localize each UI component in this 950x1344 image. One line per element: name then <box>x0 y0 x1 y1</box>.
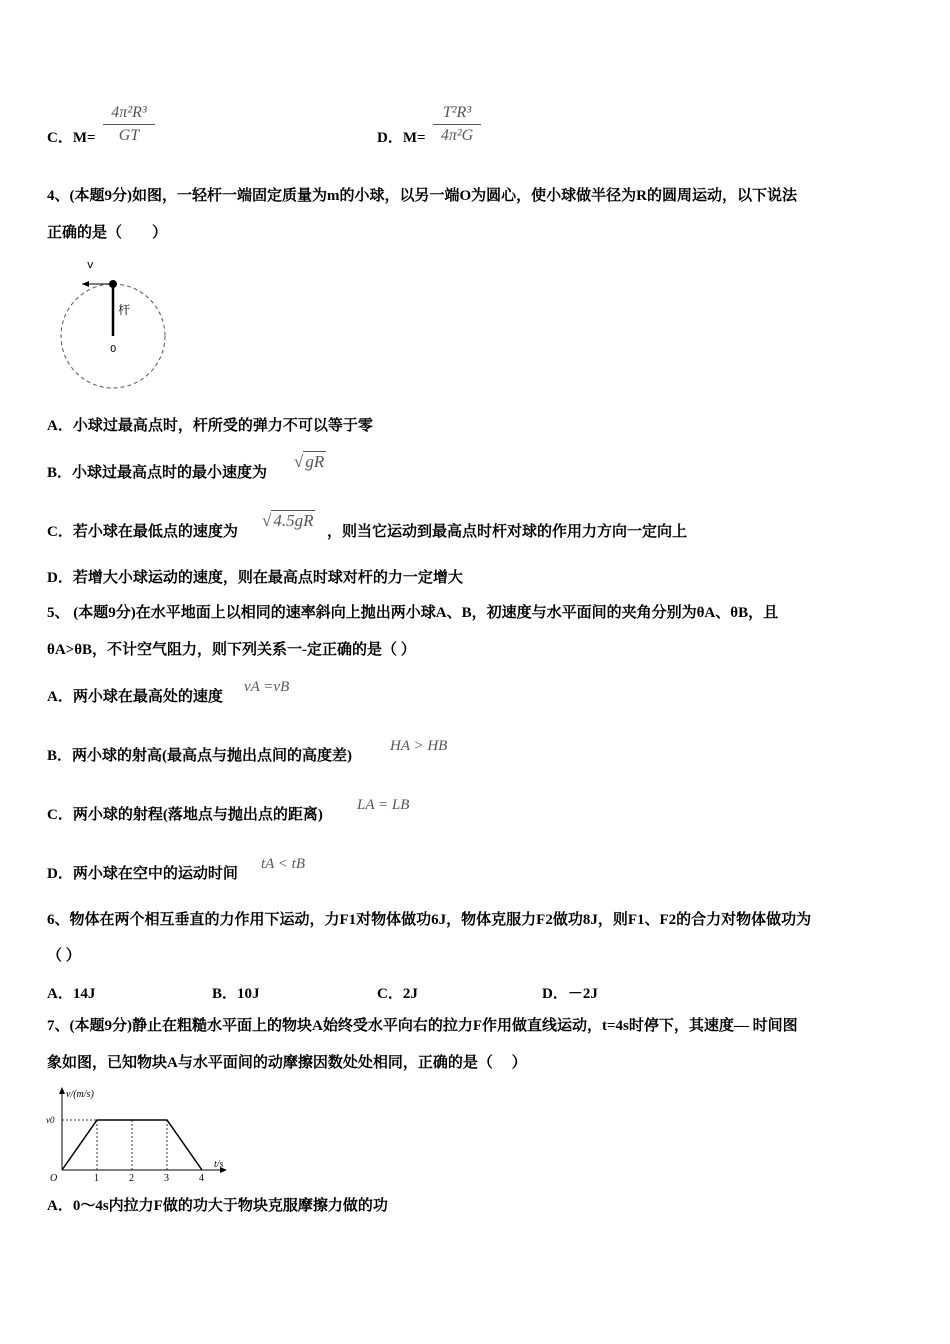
q4-option-b: B．小球过最高点时的最小速度为 <box>47 465 268 481</box>
q4-stem-line2: 正确的是（ ） <box>47 225 168 241</box>
q4-option-b-math: √ gR <box>294 452 325 471</box>
guide-lines <box>62 1120 167 1170</box>
velocity-arrowhead <box>82 281 89 287</box>
q4-option-c-radicand: 4.5gR <box>273 511 314 530</box>
q3-option-d-numerator: T²R³ <box>433 104 481 125</box>
q4-option-c-math: √ 4.5gR <box>262 511 314 530</box>
q4-option-c-post: ，则当它运动到最高点时杆对球的作用力方向一定向上 <box>327 524 688 540</box>
y-axis-arrowhead <box>59 1087 65 1094</box>
origin-label: O <box>50 1173 58 1184</box>
q6-stem-line1: 6、物体在两个相互垂直的力作用下运动，力F1对物体做功6J，物体克服力F2做功8J，则F1、F2的合力对物体做功为 <box>47 912 812 928</box>
q7-vt-chart <box>44 1084 244 1188</box>
x-tick-label: 3 <box>164 1173 169 1184</box>
q4-option-c-pre: C．若小球在最低点的速度为 <box>47 524 238 540</box>
q6-stem-line2: （ ） <box>47 948 81 964</box>
q5-option-b-math: HA > HB <box>390 738 448 754</box>
x-axis-label: t/s <box>214 1159 224 1170</box>
rod-label: 杆 <box>118 303 131 317</box>
q3-option-c-denominator: GT <box>118 127 140 144</box>
q5-option-a: A．两小球在最高处的速度 <box>47 689 223 705</box>
q5-option-b: B．两小球的射高(最高点与抛出点间的高度差) <box>47 748 352 764</box>
velocity-label: v <box>87 258 94 271</box>
q5-option-c-math: LA = LB <box>357 797 410 813</box>
q4-stem-line1: 4、(本题9分)如图，一轻杆一端固定质量为m的小球，以另一端O为圆心，使小球做半径为R的圆周运动，以下说法 <box>47 188 797 204</box>
q5-option-a-math: vA =vB <box>244 679 290 695</box>
q4-circle-figure <box>58 256 173 396</box>
q6-option-b: B．10J <box>212 986 260 1002</box>
x-tick-label: 1 <box>94 1173 99 1184</box>
q3-option-d-fraction <box>433 104 481 145</box>
y-axis-label: v/(m/s) <box>66 1089 94 1100</box>
q5-option-d-math: tA < tB <box>261 856 306 872</box>
q4-option-d: D．若增大小球运动的速度，则在最高点时球对杆的力一定增大 <box>47 570 463 586</box>
q5-option-c: C．两小球的射程(落地点与抛出点的距离) <box>47 807 323 823</box>
q3-option-d-denominator: 4π²G <box>440 127 474 144</box>
q7-option-a: A．0～4s内拉力F做的功大于物块克服摩擦力做的功 <box>47 1198 388 1214</box>
q5-stem-line1: 5、 (本题9分)在水平地面上以相同的速率斜向上抛出两小球A、B，初速度与水平面间的夹角分别为θA、θB，且 <box>47 605 779 621</box>
x-tick-label: 4 <box>199 1173 204 1184</box>
q7-stem-line2: 象如图，已知物块A与水平面间的动摩擦因数处处相同，正确的是（ ） <box>47 1055 527 1071</box>
y-tick-label-v0: v0 <box>46 1115 55 1125</box>
q4-option-b-radicand: gR <box>305 452 325 471</box>
q5-stem-line2: θA>θB，不计空气阻力，则下列关系一-定正确的是（ ） <box>47 642 416 658</box>
center-label: 0 <box>110 344 117 355</box>
q4-option-a: A．小球过最高点时，杆所受的弹力不可以等于零 <box>47 418 373 434</box>
x-tick-label: 2 <box>129 1173 134 1184</box>
q3-option-c-fraction <box>103 104 155 145</box>
q3-option-c-numerator: 4π²R³ <box>103 104 155 125</box>
q6-option-d: D．－2J <box>542 986 598 1002</box>
q3-option-d-label: D．M= <box>377 130 426 146</box>
q7-stem-line1: 7、(本题9分)静止在粗糙水平面上的物块A始终受水平向右的拉力F作用做直线运动，t=4s时停下，其速度— 时间图 <box>47 1018 798 1034</box>
x-tick-labels <box>94 1173 204 1184</box>
q3-option-c-label: C．M= <box>47 130 96 146</box>
q6-option-a: A．14J <box>47 986 96 1002</box>
q6-option-c: C．2J <box>377 986 418 1002</box>
q5-option-d: D．两小球在空中的运动时间 <box>47 866 238 882</box>
